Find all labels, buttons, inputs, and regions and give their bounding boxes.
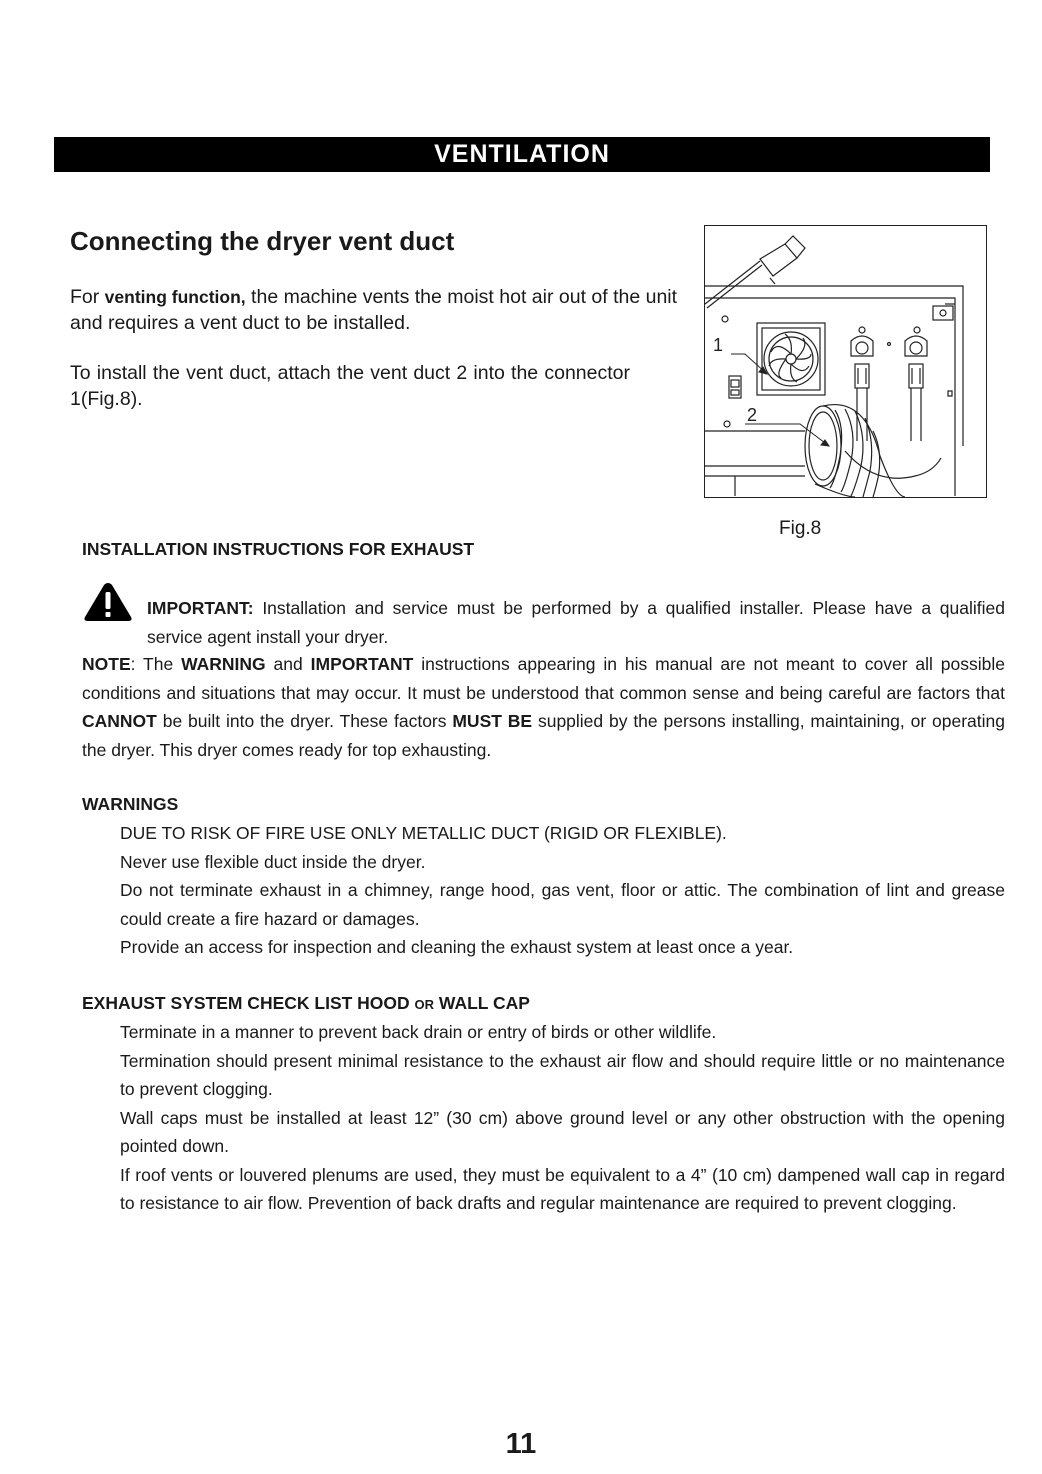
dryer-back-drawing bbox=[705, 226, 986, 497]
figure-caption: Fig.8 bbox=[779, 518, 822, 539]
note-text: be built into the dryer. These factors bbox=[156, 711, 453, 731]
fig8-illustration bbox=[704, 225, 987, 498]
checklist-heading-or: OR bbox=[414, 997, 435, 1012]
note-warning: WARNING bbox=[181, 654, 266, 674]
list-item: DUE TO RISK OF FIRE USE ONLY METALLIC DUCT (RIGID OR FLEXIBLE). bbox=[120, 823, 727, 843]
list-item: Do not terminate exhaust in a chimney, range hood, gas vent, floor or attic. The combination of lint and grease could create a fire hazard or damages. bbox=[120, 880, 1005, 929]
note-text: : The bbox=[130, 654, 182, 674]
list-item: Terminate in a manner to prevent back drain or entry of birds or other wildlife. bbox=[120, 1022, 717, 1042]
page-number: 11 bbox=[505, 1428, 537, 1460]
list-item: Never use flexible duct inside the dryer. bbox=[120, 851, 426, 872]
figure-callout-1: 1 bbox=[713, 335, 724, 355]
note-text: and bbox=[265, 654, 311, 674]
important-text: Installation and service must be performed by a qualified installer. Please have a qualified service agent install your dryer. bbox=[147, 598, 1005, 647]
checklist-heading-b: WALL CAP bbox=[434, 993, 530, 1013]
checklist-heading-a: EXHAUST SYSTEM CHECK LIST HOOD bbox=[82, 993, 415, 1013]
important-label: IMPORTANT: bbox=[147, 598, 254, 618]
list-item: Termination should present minimal resistance to the exhaust air flow and should require little or no maintenance to prevent clogging. bbox=[120, 1050, 1005, 1099]
intro-text-b: the machine vents the moist hot air out of the unit and requires a vent duct to be installed. bbox=[70, 286, 678, 334]
checklist-list bbox=[120, 1018, 1005, 1218]
note-paragraph bbox=[82, 650, 1005, 764]
intro-bold: venting function, bbox=[104, 287, 246, 307]
page-heading: Connecting the dryer vent duct bbox=[70, 226, 455, 256]
intro-text-a: For bbox=[70, 286, 105, 308]
note-must-be: MUST BE bbox=[452, 711, 533, 731]
warnings-heading: WARNINGS bbox=[82, 794, 179, 814]
checklist-heading bbox=[82, 993, 530, 1014]
note-important: IMPORTANT bbox=[310, 654, 414, 674]
list-item: Wall caps must be installed at least 12” (30 cm) above ground level or any other obstruction with the opening pointed down. bbox=[120, 1107, 1005, 1156]
section-banner bbox=[54, 137, 990, 172]
intro-paragraph bbox=[70, 284, 700, 336]
warning-icon bbox=[83, 582, 133, 622]
list-item: Provide an access for inspection and cleaning the exhaust system at least once a year. bbox=[120, 937, 794, 957]
install-heading: INSTALLATION INSTRUCTIONS FOR EXHAUST bbox=[82, 539, 475, 559]
figure-callout-2: 2 bbox=[747, 405, 758, 425]
note-cannot: CANNOT bbox=[82, 711, 157, 731]
install-paragraph: To install the vent duct, attach the vent duct 2 into the connector 1(Fig.8). bbox=[70, 362, 630, 410]
warnings-list bbox=[120, 819, 1005, 962]
note-text: instructions appearing in his manual are not meant to cover all possible conditions and situations that may occur. It must be understood that common sense and being careful are factors that bbox=[82, 654, 1005, 703]
note-label: NOTE bbox=[82, 654, 131, 674]
list-item: If roof vents or louvered plenums are used, they must be equivalent to a 4” (10 cm) dampened wall cap in regard to resistance to air flow. Prevention of back drafts and regular maintenance are required to prevent clogging. bbox=[120, 1164, 1005, 1213]
note-text: supplied by the persons installing, maintaining, or operating the dryer. This dryer comes ready for top exhausting. bbox=[82, 711, 1005, 760]
banner-title: VENTILATION bbox=[434, 140, 610, 168]
important-notice bbox=[147, 594, 1005, 651]
